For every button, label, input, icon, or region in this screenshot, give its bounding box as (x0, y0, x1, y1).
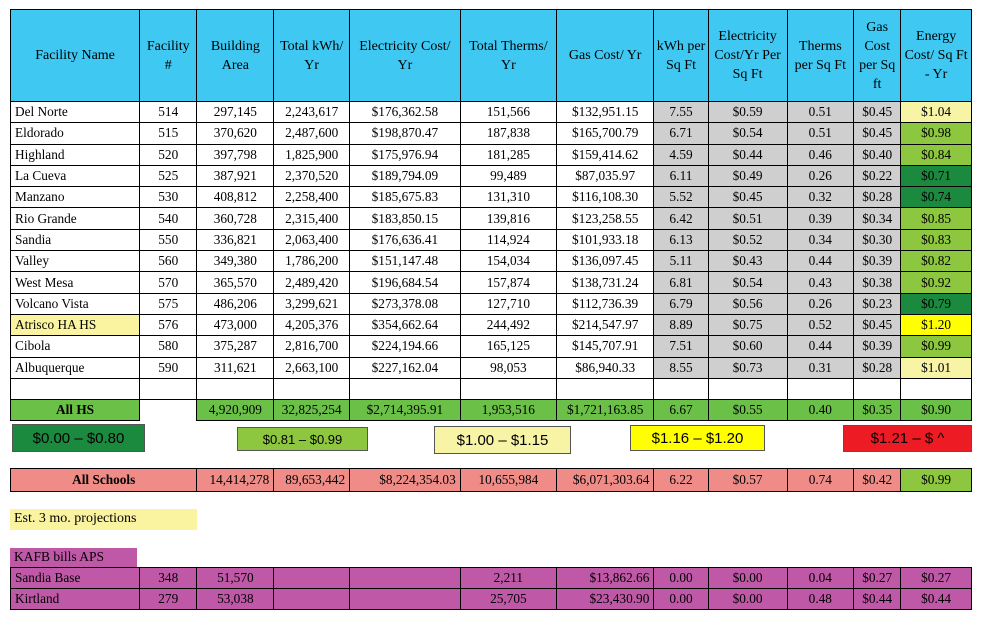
header-cell: Facility # (140, 10, 197, 102)
blank-cell (140, 378, 197, 399)
kafb-row (11, 568, 972, 589)
cell-gcsf: $0.45 (854, 102, 901, 123)
cell-thsf: 0.39 (787, 208, 854, 229)
cell-name: Eldorado (11, 123, 140, 144)
blank-cell (557, 378, 654, 399)
cell-kwhsf: 5.11 (654, 251, 708, 272)
cell-therms: 98,053 (460, 357, 556, 378)
all-hs-thsf: 0.40 (787, 399, 854, 420)
blank-cell (11, 378, 140, 399)
cell-num: 576 (140, 314, 197, 335)
cell-gcost: $116,108.30 (557, 187, 654, 208)
all-hs-kwhsf: 6.67 (654, 399, 708, 420)
cell-kwh: 2,816,700 (274, 336, 350, 357)
cell-therms: 114,924 (460, 229, 556, 250)
cell-gcost: $165,700.79 (557, 123, 654, 144)
cell-gcsf: $0.28 (854, 357, 901, 378)
cell-kwhsf: 6.11 (654, 165, 708, 186)
cell-gcsf: $0.23 (854, 293, 901, 314)
all-hs-therms: 1,953,516 (460, 399, 556, 420)
cell-gcost: $112,736.39 (557, 293, 654, 314)
cell-name: Rio Grande (11, 208, 140, 229)
header-cell: kWh per Sq Ft (654, 10, 708, 102)
cell-ecost: $273,378.08 (350, 293, 461, 314)
cell-kwhsf: 7.55 (654, 102, 708, 123)
cell-energy: $0.92 (901, 272, 972, 293)
cell-therms: 181,285 (460, 144, 556, 165)
cell-ecsf: $0.54 (708, 272, 787, 293)
cell-thsf: 0.43 (787, 272, 854, 293)
all-hs-gcsf: $0.35 (854, 399, 901, 420)
legend-swatch: $1.16 – $1.20 (630, 425, 765, 451)
kafb-name: Kirtland (11, 589, 140, 610)
blank-cell (901, 378, 972, 399)
cell-gcost: $87,035.97 (557, 165, 654, 186)
cell-ecost: $176,636.41 (350, 229, 461, 250)
all-schools-kwhsf: 6.22 (654, 469, 708, 492)
cell-thsf: 0.44 (787, 251, 854, 272)
all-schools-kwh: 89,653,442 (274, 469, 350, 492)
cell-name: West Mesa (11, 272, 140, 293)
cell-gcost: $145,707.91 (557, 336, 654, 357)
blank-cell (460, 378, 556, 399)
cell-therms: 127,710 (460, 293, 556, 314)
cell-kwhsf: 8.55 (654, 357, 708, 378)
cell-ecsf: $0.54 (708, 123, 787, 144)
cell-ecost: $183,850.15 (350, 208, 461, 229)
cell-therms: 157,874 (460, 272, 556, 293)
cell-area: 365,570 (197, 272, 274, 293)
cell-ecsf: $0.51 (708, 208, 787, 229)
cell-kwh: 2,489,420 (274, 272, 350, 293)
cell-ecsf: $0.60 (708, 336, 787, 357)
cell-thsf: 0.44 (787, 336, 854, 357)
cell-therms: 131,310 (460, 187, 556, 208)
cell-num: 575 (140, 293, 197, 314)
cell-ecost: $185,675.83 (350, 187, 461, 208)
table-row (11, 336, 972, 357)
cell-kwh: 2,315,400 (274, 208, 350, 229)
cell-gcsf: $0.39 (854, 251, 901, 272)
blank-cell (350, 378, 461, 399)
cell-kwh: 4,205,376 (274, 314, 350, 335)
cell-kwh: 2,063,400 (274, 229, 350, 250)
cell-name: Highland (11, 144, 140, 165)
cell-ecsf: $0.44 (708, 144, 787, 165)
cell-ecsf: $0.56 (708, 293, 787, 314)
all-hs-kwh: 32,825,254 (274, 399, 350, 420)
legend-swatch: $1.21 – $ ^ (843, 425, 972, 452)
blank-cell (274, 378, 350, 399)
kafb-row (11, 589, 972, 610)
cell-num: 514 (140, 102, 197, 123)
table-row (11, 314, 972, 335)
cell-name: Sandia (11, 229, 140, 250)
kafb-ecsf: $0.00 (708, 589, 787, 610)
all-schools-gcsf: $0.42 (854, 469, 901, 492)
kafb-gcost: $13,862.66 (557, 568, 654, 589)
all-schools-therms: 10,655,984 (460, 469, 556, 492)
header-cell: Energy Cost/ Sq Ft - Yr (901, 10, 972, 102)
cell-gcost: $138,731.24 (557, 272, 654, 293)
header-cell: Total Therms/ Yr (460, 10, 556, 102)
cell-ecsf: $0.49 (708, 165, 787, 186)
all-hs-gcost: $1,721,163.85 (557, 399, 654, 420)
cell-name: La Cueva (11, 165, 140, 186)
kafb-therms: 2,211 (460, 568, 556, 589)
cell-therms: 154,034 (460, 251, 556, 272)
cell-ecsf: $0.45 (708, 187, 787, 208)
cell-num: 530 (140, 187, 197, 208)
cell-thsf: 0.26 (787, 293, 854, 314)
all-hs-gap (140, 399, 197, 420)
table-row (11, 272, 972, 293)
table-row (11, 144, 972, 165)
kafb-area: 53,038 (197, 589, 274, 610)
cell-area: 349,380 (197, 251, 274, 272)
facility-energy-table (10, 9, 972, 421)
cell-ecost: $198,870.47 (350, 123, 461, 144)
all-schools-ecsf: $0.57 (708, 469, 787, 492)
cell-name: Volcano Vista (11, 293, 140, 314)
blank-cell (654, 378, 708, 399)
kafb-empty-cell (350, 589, 461, 610)
cell-gcsf: $0.45 (854, 123, 901, 144)
table-row (11, 229, 972, 250)
kafb-empty-cell (274, 568, 350, 589)
cell-energy: $0.98 (901, 123, 972, 144)
table-row (11, 102, 972, 123)
cell-area: 486,206 (197, 293, 274, 314)
legend-swatch: $0.81 – $0.99 (237, 427, 368, 451)
cell-therms: 99,489 (460, 165, 556, 186)
cell-kwh: 1,786,200 (274, 251, 350, 272)
cell-thsf: 0.51 (787, 123, 854, 144)
cell-gcsf: $0.40 (854, 144, 901, 165)
blank-cell (854, 378, 901, 399)
kafb-therms: 25,705 (460, 589, 556, 610)
cell-energy: $1.20 (901, 314, 972, 335)
kafb-energy: $0.27 (901, 568, 972, 589)
cell-name: Albuquerque (11, 357, 140, 378)
cell-area: 297,145 (197, 102, 274, 123)
blank-row (11, 378, 972, 399)
cell-kwh: 2,258,400 (274, 187, 350, 208)
kafb-gcost: $23,430.90 (557, 589, 654, 610)
cell-gcost: $123,258.55 (557, 208, 654, 229)
all-hs-area: 4,920,909 (197, 399, 274, 420)
cell-kwh: 2,487,600 (274, 123, 350, 144)
cell-ecost: $196,684.54 (350, 272, 461, 293)
all-schools-row (11, 469, 972, 492)
all-schools-table (10, 468, 972, 492)
cell-num: 570 (140, 272, 197, 293)
kafb-area: 51,570 (197, 568, 274, 589)
cell-kwhsf: 8.89 (654, 314, 708, 335)
cell-energy: $1.04 (901, 102, 972, 123)
cell-area: 375,287 (197, 336, 274, 357)
cell-gcsf: $0.39 (854, 336, 901, 357)
cell-therms: 151,566 (460, 102, 556, 123)
cell-gcost: $86,940.33 (557, 357, 654, 378)
cell-gcost: $132,951.15 (557, 102, 654, 123)
cell-ecost: $354,662.64 (350, 314, 461, 335)
table-row (11, 293, 972, 314)
kafb-energy: $0.44 (901, 589, 972, 610)
legend-swatch: $1.00 – $1.15 (434, 426, 571, 454)
cell-energy: $0.74 (901, 187, 972, 208)
cell-ecost: $189,794.09 (350, 165, 461, 186)
header-cell: Facility Name (11, 10, 140, 102)
cell-kwh: 2,663,100 (274, 357, 350, 378)
cell-energy: $0.79 (901, 293, 972, 314)
all-hs-ecost: $2,714,395.91 (350, 399, 461, 420)
cell-name: Del Norte (11, 102, 140, 123)
cell-name: Cibola (11, 336, 140, 357)
header-cell: Therms per Sq Ft (787, 10, 854, 102)
cell-area: 397,798 (197, 144, 274, 165)
cell-thsf: 0.51 (787, 102, 854, 123)
cell-kwh: 2,243,617 (274, 102, 350, 123)
cell-thsf: 0.46 (787, 144, 854, 165)
all-schools-label: All Schools (11, 469, 197, 492)
cell-area: 370,620 (197, 123, 274, 144)
cell-kwhsf: 5.52 (654, 187, 708, 208)
kafb-empty-cell (350, 568, 461, 589)
cell-area: 360,728 (197, 208, 274, 229)
kafb-thsf: 0.04 (787, 568, 854, 589)
cell-ecsf: $0.75 (708, 314, 787, 335)
table-row (11, 187, 972, 208)
cell-energy: $0.83 (901, 229, 972, 250)
table-row (11, 357, 972, 378)
all-hs-row (11, 399, 972, 420)
kafb-table (10, 567, 972, 610)
kafb-thsf: 0.48 (787, 589, 854, 610)
all-hs-energy: $0.90 (901, 399, 972, 420)
projection-note: Est. 3 mo. projections (10, 509, 197, 530)
cell-kwhsf: 6.13 (654, 229, 708, 250)
table-row (11, 251, 972, 272)
cell-ecost: $151,147.48 (350, 251, 461, 272)
legend-swatch: $0.00 – $0.80 (12, 424, 145, 452)
cell-area: 336,821 (197, 229, 274, 250)
cell-num: 590 (140, 357, 197, 378)
cell-energy: $0.84 (901, 144, 972, 165)
cell-thsf: 0.34 (787, 229, 854, 250)
kafb-kwhsf: 0.00 (654, 589, 708, 610)
cell-ecost: $175,976.94 (350, 144, 461, 165)
header-cell: Gas Cost per Sq ft (854, 10, 901, 102)
all-schools-energy: $0.99 (901, 469, 972, 492)
cell-thsf: 0.26 (787, 165, 854, 186)
cell-area: 311,621 (197, 357, 274, 378)
kafb-kwhsf: 0.00 (654, 568, 708, 589)
table-row (11, 208, 972, 229)
cell-kwhsf: 6.71 (654, 123, 708, 144)
cell-num: 550 (140, 229, 197, 250)
blank-cell (708, 378, 787, 399)
header-row (11, 10, 972, 102)
cell-therms: 165,125 (460, 336, 556, 357)
cell-thsf: 0.31 (787, 357, 854, 378)
kafb-ecsf: $0.00 (708, 568, 787, 589)
all-hs-ecsf: $0.55 (708, 399, 787, 420)
cell-gcsf: $0.22 (854, 165, 901, 186)
cell-gcsf: $0.45 (854, 314, 901, 335)
cell-thsf: 0.32 (787, 187, 854, 208)
cell-ecost: $176,362.58 (350, 102, 461, 123)
cell-num: 540 (140, 208, 197, 229)
all-schools-thsf: 0.74 (787, 469, 854, 492)
cell-kwh: 1,825,900 (274, 144, 350, 165)
cell-gcsf: $0.38 (854, 272, 901, 293)
cell-area: 473,000 (197, 314, 274, 335)
header-cell: Electricity Cost/Yr Per Sq Ft (708, 10, 787, 102)
cell-name: Valley (11, 251, 140, 272)
cell-therms: 139,816 (460, 208, 556, 229)
cell-gcost: $214,547.97 (557, 314, 654, 335)
cell-area: 387,921 (197, 165, 274, 186)
cell-thsf: 0.52 (787, 314, 854, 335)
all-schools-ecost: $8,224,354.03 (350, 469, 461, 492)
cell-num: 560 (140, 251, 197, 272)
cell-kwhsf: 7.51 (654, 336, 708, 357)
cell-ecsf: $0.43 (708, 251, 787, 272)
cell-num: 515 (140, 123, 197, 144)
all-schools-gcost: $6,071,303.64 (557, 469, 654, 492)
cell-energy: $0.71 (901, 165, 972, 186)
cell-therms: 187,838 (460, 123, 556, 144)
blank-cell (197, 378, 274, 399)
cell-gcsf: $0.34 (854, 208, 901, 229)
cell-therms: 244,492 (460, 314, 556, 335)
cell-ecsf: $0.52 (708, 229, 787, 250)
cell-area: 408,812 (197, 187, 274, 208)
table-row (11, 165, 972, 186)
cell-gcost: $136,097.45 (557, 251, 654, 272)
cell-kwh: 2,370,520 (274, 165, 350, 186)
cell-name: Atrisco HA HS (11, 314, 140, 335)
cell-gcost: $159,414.62 (557, 144, 654, 165)
kafb-empty-cell (274, 589, 350, 610)
cell-kwhsf: 6.79 (654, 293, 708, 314)
cell-ecsf: $0.73 (708, 357, 787, 378)
header-cell: Total kWh/ Yr (274, 10, 350, 102)
cell-gcost: $101,933.18 (557, 229, 654, 250)
cell-ecost: $227,162.04 (350, 357, 461, 378)
table-row (11, 123, 972, 144)
cell-energy: $0.99 (901, 336, 972, 357)
cell-kwhsf: 6.81 (654, 272, 708, 293)
cell-gcsf: $0.28 (854, 187, 901, 208)
cell-num: 520 (140, 144, 197, 165)
cell-num: 580 (140, 336, 197, 357)
header-cell: Electricity Cost/ Yr (350, 10, 461, 102)
cell-energy: $1.01 (901, 357, 972, 378)
cell-energy: $0.82 (901, 251, 972, 272)
header-cell: Gas Cost/ Yr (557, 10, 654, 102)
cell-ecsf: $0.59 (708, 102, 787, 123)
kafb-name: Sandia Base (11, 568, 140, 589)
kafb-num: 279 (140, 589, 197, 610)
all-schools-area: 14,414,278 (197, 469, 274, 492)
kafb-title: KAFB bills APS (10, 548, 137, 567)
blank-cell (787, 378, 854, 399)
header-cell: Building Area (197, 10, 274, 102)
cell-energy: $0.85 (901, 208, 972, 229)
kafb-gcsf: $0.27 (854, 568, 901, 589)
cell-num: 525 (140, 165, 197, 186)
kafb-gcsf: $0.44 (854, 589, 901, 610)
cell-kwh: 3,299,621 (274, 293, 350, 314)
cell-name: Manzano (11, 187, 140, 208)
cell-kwhsf: 6.42 (654, 208, 708, 229)
cell-gcsf: $0.30 (854, 229, 901, 250)
cell-ecost: $224,194.66 (350, 336, 461, 357)
all-hs-label: All HS (11, 399, 140, 420)
kafb-num: 348 (140, 568, 197, 589)
cell-kwhsf: 4.59 (654, 144, 708, 165)
